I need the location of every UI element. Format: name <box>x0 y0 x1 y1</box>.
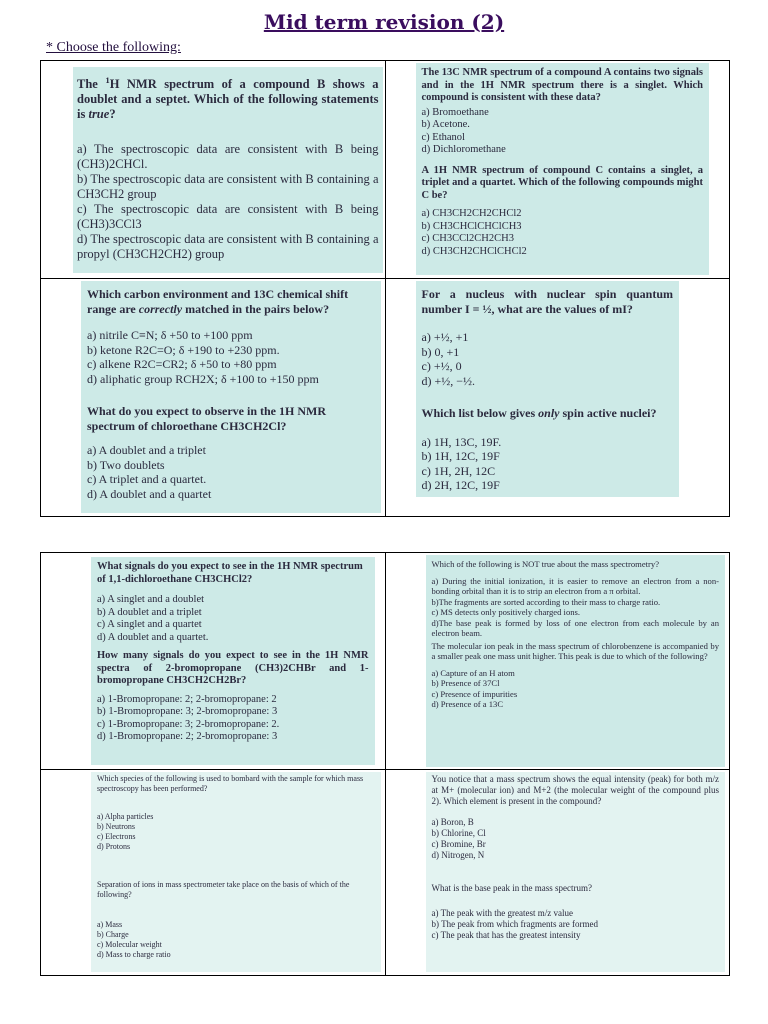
option-c[interactable]: c) Bromine, Br <box>431 839 486 849</box>
option-d[interactable]: d) Nitrogen, N <box>431 850 485 860</box>
option-c[interactable]: c) Presence of impurities <box>431 688 518 699</box>
option-b[interactable]: b) The peak from which fragments are formed <box>431 919 599 929</box>
option-c[interactable]: c) 1H, 2H, 12C <box>421 463 496 478</box>
question-text: For a nucleus with nuclear spin quantum number I = ½, what are the values of mI? <box>421 287 673 316</box>
question-text: Separation of ions in mass spectrometer take place on the basis of which of the following? <box>97 880 350 899</box>
options-list <box>422 208 704 258</box>
options-list <box>77 142 379 262</box>
option-a[interactable]: a) The spectroscopic data are consistent with B being (CH3)2CHCl. <box>77 142 379 172</box>
cell-dichloroethane <box>41 553 386 770</box>
options-list <box>97 812 375 852</box>
question-card <box>73 67 383 273</box>
option-b[interactable]: b) 0, +1 <box>421 344 460 359</box>
question-card <box>81 281 381 513</box>
option-d[interactable]: d) Mass to charge ratio <box>97 950 171 959</box>
cell-nmr-compound-b <box>41 61 386 279</box>
question-text: Which species of the following is used to bombard with the sample for which mass spectroscopy has been performed? <box>97 774 364 793</box>
option-d[interactable]: d) A doublet and a quartet <box>87 486 212 501</box>
option-a[interactable]: a) A singlet and a doublet <box>97 594 205 605</box>
option-a[interactable]: a) Boron, B <box>431 817 474 827</box>
options-list <box>422 330 674 388</box>
options-list <box>432 668 720 710</box>
option-b[interactable]: b) Neutrons <box>97 822 135 831</box>
option-d[interactable]: d) 1-Bromopropane: 2; 2-bromopropane: 3 <box>97 731 278 742</box>
option-c[interactable]: c) A singlet and a quartet <box>97 619 202 630</box>
option-a[interactable]: a) +½, +1 <box>421 330 469 344</box>
option-c[interactable]: c) The spectroscopic data are consistent with B being (CH3)3CCl3 <box>77 202 379 232</box>
options-list <box>97 594 369 644</box>
option-d[interactable]: d) 2H, 12C, 19F <box>421 478 500 492</box>
question-card <box>426 772 726 972</box>
option-c[interactable]: c) alkene R2C=CR2; δ +50 to +80 ppm <box>87 357 277 371</box>
option-b[interactable]: b) CH3CHClCHClCH3 <box>421 220 522 232</box>
options-list <box>432 908 720 941</box>
option-b[interactable]: b) Chlorine, Cl <box>431 828 486 838</box>
question-text: The 13C NMR spectrum of a compound A contains two signals and in the 1H NMR spectrum there is a singlet. Which compound is consistent with these data? <box>421 67 703 103</box>
question-text: What signals do you expect to see in the 1H NMR spectrum of 1,1-dichloroethane CH3CHCl2? <box>97 561 363 585</box>
question-grid-2 <box>40 552 730 976</box>
options-list <box>97 694 369 744</box>
question-text: You notice that a mass spectrum shows the equal intensity (peak) for both m/z at M+ (molecular ion) and M+2 (the molecular weight of the compound plus 2). Which element is present in the compound? <box>431 774 719 806</box>
question-text: Which list below gives only spin active nuclei? <box>421 406 657 420</box>
option-a[interactable]: a) The peak with the greatest m/z value <box>431 908 574 918</box>
option-d[interactable]: d) +½, −½. <box>421 373 476 388</box>
option-a[interactable]: a) Capture of an H atom <box>431 667 515 678</box>
option-c[interactable]: c) CH3CCl2CH2CH3 <box>421 233 514 244</box>
question-text: Which of the following is NOT true about the mass spectrometry? <box>431 559 660 569</box>
option-a[interactable]: a) A doublet and a triplet <box>87 443 206 457</box>
option-b[interactable]: b) 1H, 12C, 19F <box>421 449 500 463</box>
question-text: The $^1$H NMR spectrum of a compound B shows a doublet and a septet. Which of the following statements is true? <box>77 75 379 122</box>
option-b[interactable]: b) ketone R2C=O; δ +190 to +230 ppm. <box>87 342 280 357</box>
options-list <box>87 328 375 386</box>
cell-bombard-separation <box>41 770 386 976</box>
option-a[interactable]: a) Bromoethane <box>421 106 489 118</box>
option-d[interactable]: d) A doublet and a quartet. <box>97 631 209 643</box>
options-list <box>87 443 375 501</box>
option-b[interactable]: b) 1-Bromopropane: 3; 2-bromopropane: 3 <box>97 706 278 717</box>
question-card <box>426 555 726 767</box>
question-card <box>416 281 680 497</box>
question-text: How many signals do you expect to see in the 1H NMR spectra of 2-bromopropane (CH3)2CHBr and 1-bromopropane CH3CH2CH2Br? <box>97 650 369 686</box>
question-card <box>91 557 375 765</box>
question-text: The molecular ion peak in the mass spectrum of chlorobenzene is accompanied by a smaller peak one mass unit higher. This peak is due to which of the following? <box>431 640 719 661</box>
options-list <box>432 817 720 861</box>
question-text: What do you expect to observe in the 1H NMR spectrum of chloroethane CH3CH2Cl? <box>87 404 326 433</box>
question-text: What is the base peak in the mass spectrum? <box>431 883 592 893</box>
question-card <box>91 772 381 972</box>
option-a[interactable]: a) During the initial ionization, it is easier to remove an electron from a non-bonding orbital than it is to strip an electron from a π orbital. <box>431 575 719 596</box>
option-b[interactable]: b) Two doublets <box>87 457 165 472</box>
option-c[interactable]: c) MS detects only positively charged ions. <box>431 607 581 617</box>
page-title: Mid term revision (2) <box>263 10 505 34</box>
question-text: A 1H NMR spectrum of compound C contains a singlet, a triplet and a quartet. Which of the following compounds might C be? <box>421 164 703 201</box>
option-a[interactable]: a) 1H, 13C, 19F. <box>421 434 502 449</box>
cell-mass-spectrometry <box>385 553 730 770</box>
option-d[interactable]: d) Protons <box>97 842 131 851</box>
option-c[interactable]: c) Electrons <box>97 832 136 841</box>
option-b[interactable]: b) Acetone. <box>421 119 470 130</box>
cell-spin-quantum <box>385 279 730 517</box>
option-c[interactable]: c) The peak that has the greatest intensity <box>431 930 581 940</box>
question-card <box>416 63 710 275</box>
option-a[interactable]: a) CH3CH2CH2CHCl2 <box>421 208 522 219</box>
cell-carbon-environment <box>41 279 386 517</box>
option-b[interactable]: b) The spectroscopic data are consistent with B containing a CH3CH2 group <box>77 172 379 202</box>
option-a[interactable]: a) Mass <box>97 920 123 929</box>
option-c[interactable]: c) Ethanol <box>421 131 465 143</box>
option-d[interactable]: d) The spectroscopic data are consistent with B containing a propyl (CH3CH2CH2) group <box>77 232 379 262</box>
options-list <box>97 920 375 960</box>
option-d[interactable]: d) CH3CH2CHClCHCl2 <box>421 245 527 257</box>
option-a[interactable]: a) nitrile C≡N; δ +50 to +100 ppm <box>87 328 253 342</box>
cell-mass-spectrum-peaks <box>385 770 730 976</box>
option-d[interactable]: d) Presence of a 13C <box>431 699 504 709</box>
option-c[interactable]: c) A triplet and a quartet. <box>87 472 207 486</box>
question-text: Which carbon environment and 13C chemical shift range are correctly matched in the pairs below? <box>87 287 349 316</box>
option-b[interactable]: b) Presence of 37Cl <box>431 678 500 688</box>
option-b[interactable]: b)The fragments are sorted according to their mass to charge ratio. <box>431 596 661 607</box>
option-d[interactable]: d) aliphatic group RCH2X; δ +100 to +150 ppm <box>87 371 319 386</box>
option-a[interactable]: a) Alpha particles <box>97 812 154 821</box>
options-list <box>422 435 674 493</box>
option-a[interactable]: a) 1-Bromopropane: 2; 2-bromopropane: 2 <box>97 693 277 705</box>
option-c[interactable]: c) +½, 0 <box>421 359 462 373</box>
question-grid-1 <box>40 60 730 517</box>
instruction-heading: * Choose the following: <box>46 40 181 55</box>
option-d[interactable]: d) Dichloromethane <box>421 144 506 155</box>
option-b[interactable]: b) A doublet and a triplet <box>97 606 202 618</box>
option-c[interactable]: c) 1-Bromopropane: 3; 2-bromopropane: 2. <box>97 718 280 730</box>
options-list <box>422 107 704 157</box>
option-c[interactable]: c) Molecular weight <box>97 940 162 949</box>
cell-c13-compound-a <box>385 61 730 279</box>
option-d[interactable]: d)The base peak is formed by loss of one electron from each molecule by an electron beam. <box>431 617 719 638</box>
option-b[interactable]: b) Charge <box>97 930 129 939</box>
options-list <box>432 576 720 639</box>
